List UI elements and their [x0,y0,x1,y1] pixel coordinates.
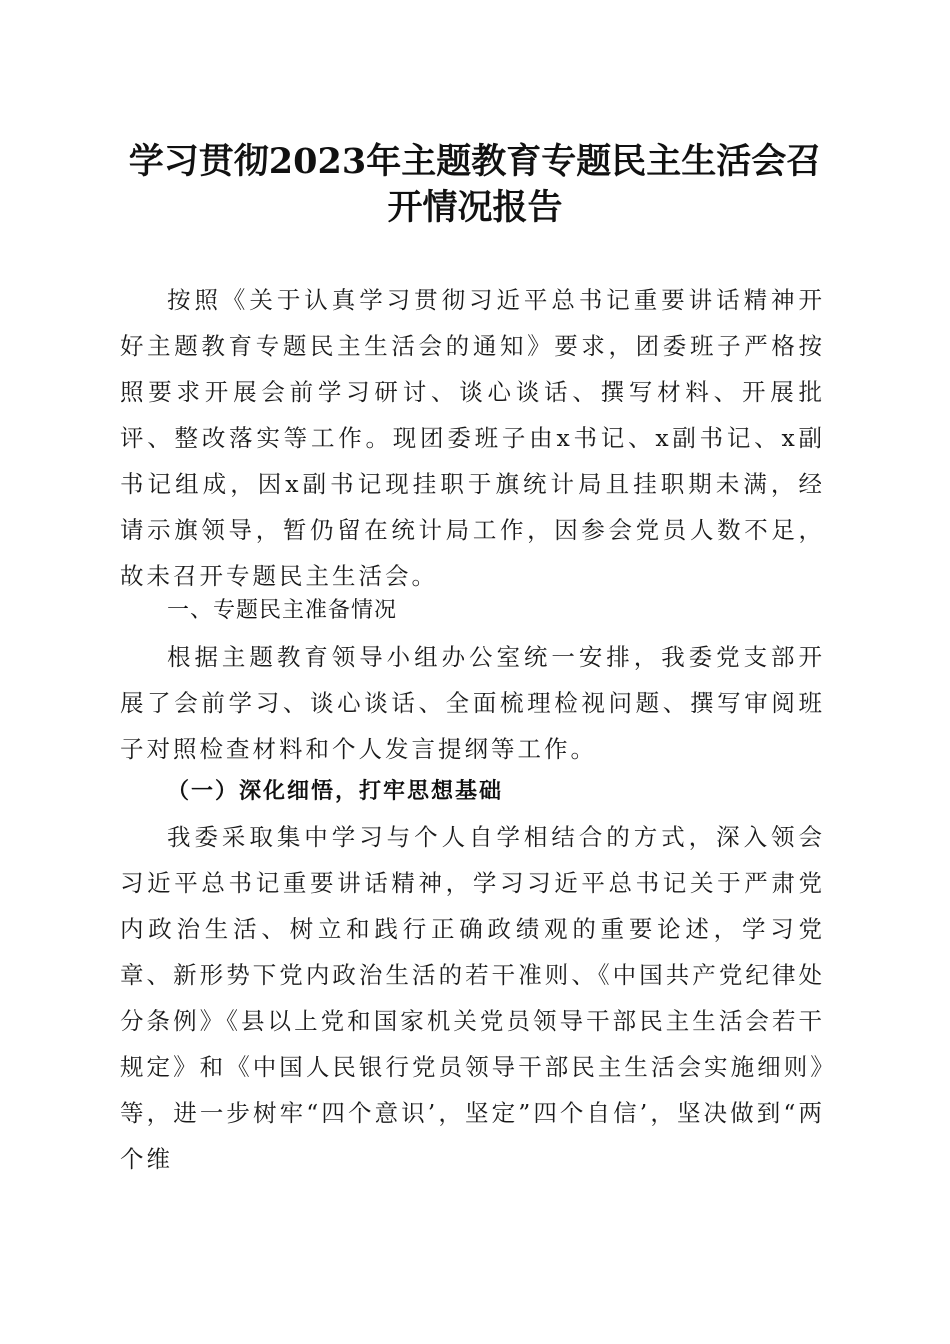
document-title-line-1: 学习贯彻2023年主题教育专题民主生活会召 [128,141,822,182]
intro-paragraph: 按照《关于认真学习贯彻习近平总书记重要讲话精神开好主题教育专题民主生活会的通知》要求，团委班子严格按照要求开展会前学习研讨、谈心谈话、撰写材料、开展批评、整改落实等工作。现团委班子由x书记、x副书记、x副书记组成，因x副书记现挂职于旗统计局且挂职期未满，经请示旗领导，暂仍留在统计局工作，因参会党员人数不足，故未召开专题民主生活会。 [120,286,825,590]
section-1-paragraph: 根据主题教育领导小组办公室统一安排，我委党支部开展了会前学习、谈心谈话、全面梳理检视问题、撰写审阅班子对照检查材料和个人发言提纲等工作。 [120,643,825,763]
section-heading-1: 一、专题民主准备情况 [167,598,398,623]
subsection-heading-1: （一）深化细悟，打牢思想基础 [167,778,504,804]
document-title-line-2: 开情况报告 [387,187,563,228]
subsection-1-paragraph: 我委采取集中学习与个人自学相结合的方式，深入领会习近平总书记重要讲话精神，学习习近平总书记关于严肃党内政治生活、树立和践行正确政绩观的重要论述，学习党章、新形势下党内政治生活的若干准则、《中国共产党纪律处分条例》《县以上党和国家机关党员领导干部民主生活会若干规定》和《中国人民银行党员领导干部民主生活会实施细则》等，进一步树牢“四个意识’，坚定”四个自信’，坚决做到“两个维 [120,823,825,1173]
